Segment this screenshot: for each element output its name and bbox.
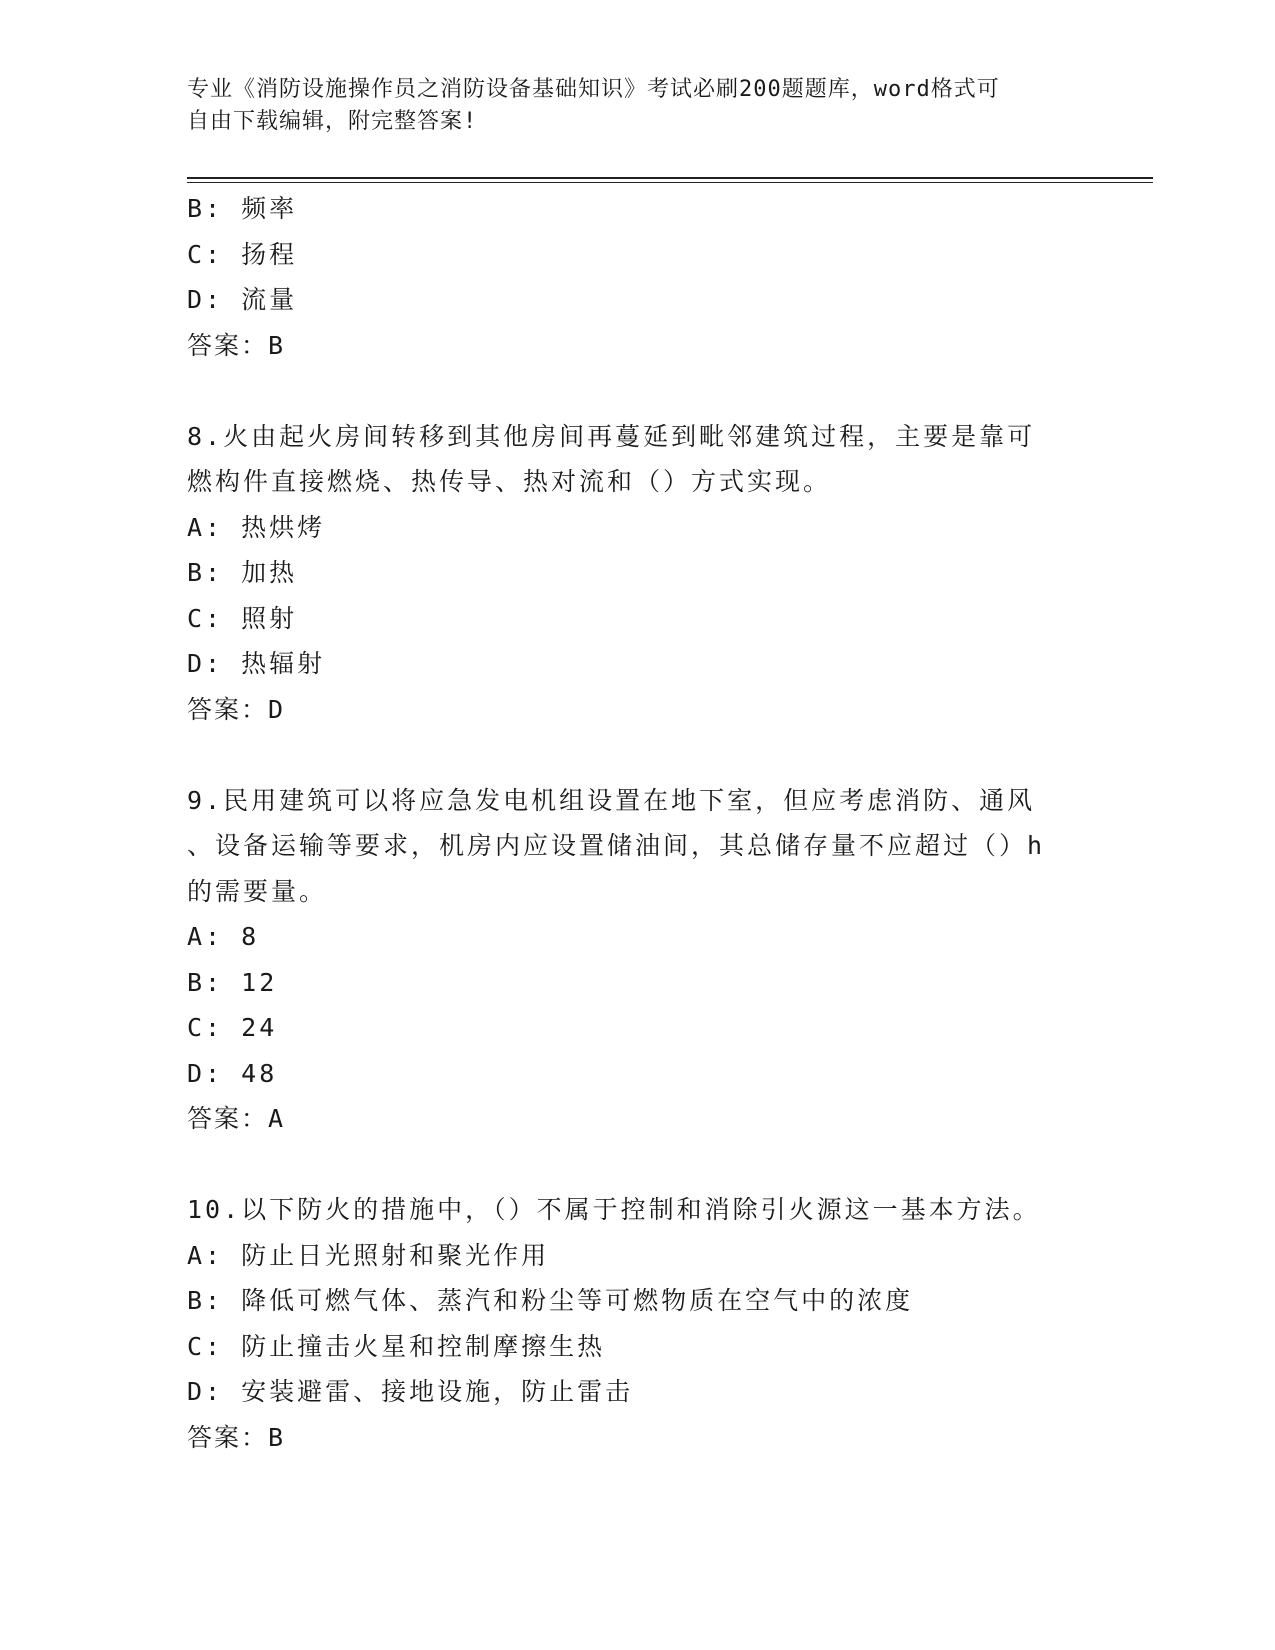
- question-10: [187, 1187, 1087, 1461]
- option-c: C: 扬程: [187, 239, 298, 269]
- page-header: [187, 74, 1067, 138]
- header-divider-thick: [187, 177, 1153, 179]
- question-text-line-3: 的需要量。: [187, 876, 328, 906]
- answer: 答案：B: [187, 1422, 286, 1452]
- option-d: D: 安装避雷、接地设施，防止雷击: [187, 1377, 634, 1406]
- option-b: B: 频率: [187, 194, 298, 223]
- question-text-line-1: 8.火由起火房间转移到其他房间再蔓延到毗邻建筑过程，主要是靠可: [187, 421, 1036, 451]
- question-text-line-1: 10.以下防火的措施中，（）不属于控制和消除引火源这一基本方法。: [187, 1195, 1041, 1224]
- option-a: A: 防止日光照射和聚光作用: [187, 1240, 550, 1270]
- option-c: C: 防止撞击火星和控制摩擦生热: [187, 1331, 606, 1361]
- header-divider-thin: [187, 182, 1153, 183]
- spacer: [187, 369, 1087, 414]
- spacer: [187, 1142, 1087, 1187]
- option-b: B: 12: [187, 967, 278, 997]
- option-d: D: 48: [187, 1058, 278, 1088]
- option-d: D: 流量: [187, 285, 298, 314]
- option-b: B: 加热: [187, 558, 298, 587]
- question-8: [187, 414, 1087, 733]
- option-d: D: 热辐射: [187, 649, 326, 678]
- question-text-line-1: 9.民用建筑可以将应急发电机组设置在地下室，但应考虑消防、通风: [187, 785, 1036, 815]
- spacer: [187, 733, 1087, 778]
- question-text-line-2: 、设备运输等要求，机房内应设置储油间，其总储存量不应超过（）h: [187, 831, 1046, 860]
- option-c: C: 24: [187, 1013, 278, 1042]
- option-a: A: 热烘烤: [187, 512, 326, 542]
- option-c: C: 照射: [187, 603, 298, 633]
- question-text-line-2: 燃构件直接燃烧、热传导、热对流和（）方式实现。: [187, 467, 832, 496]
- header-line-1: 专业《消防设施操作员之消防设备基础知识》考试必刷200题题库，word格式可: [187, 77, 1000, 102]
- answer: 答案：D: [187, 694, 286, 724]
- option-b: B: 降低可燃气体、蒸汽和粉尘等可燃物质在空气中的浓度: [187, 1286, 914, 1315]
- question-list: [187, 186, 1087, 1461]
- question-7: [187, 186, 1087, 369]
- answer: 答案：A: [187, 1104, 286, 1133]
- question-9: [187, 778, 1087, 1143]
- answer: 答案：B: [187, 330, 286, 360]
- option-a: A: 8: [187, 922, 260, 951]
- header-line-2: 自由下载编辑，附完整答案!: [187, 109, 478, 134]
